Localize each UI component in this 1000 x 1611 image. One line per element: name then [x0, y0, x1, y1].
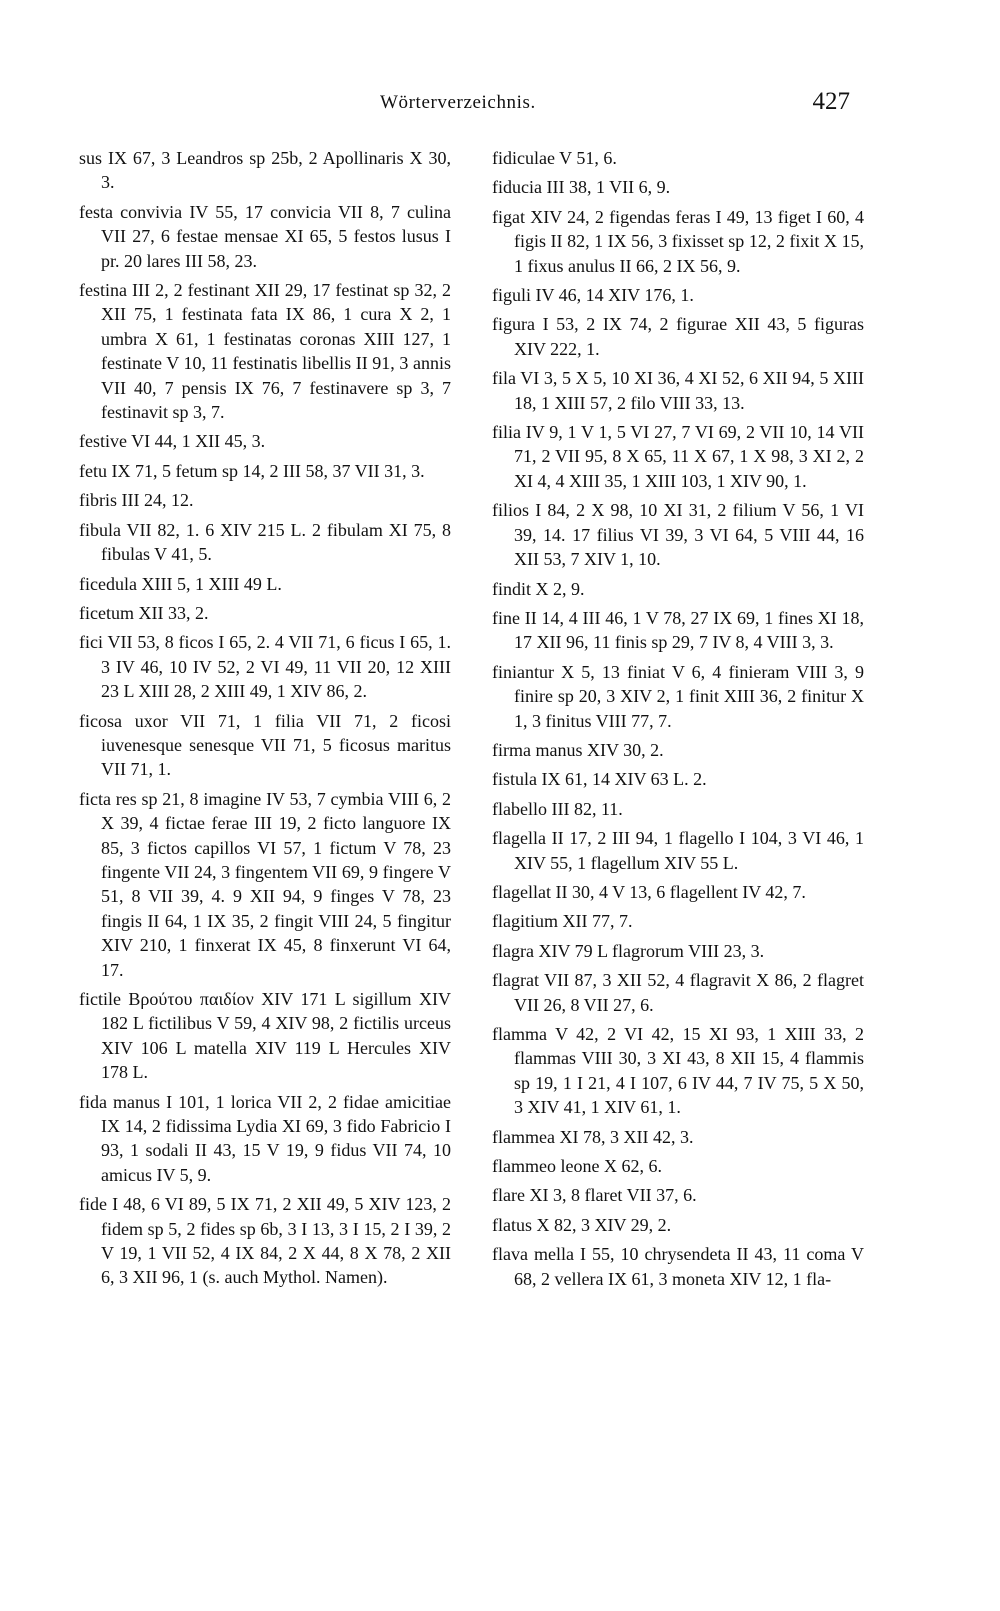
running-title: Wörterverzeichnis.	[380, 92, 536, 113]
index-entry: filios I 84, 2 X 98, 10 XI 31, 2 filium V 56, 1 VI 39, 14. 17 filius VI 39, 3 VI 64, 5 VIII 44, 16 XII 53, 7 XIV 1, 10.	[492, 500, 864, 570]
index-entry: fila VI 3, 5 X 5, 10 XI 36, 4 XI 52, 6 XII 94, 5 XIII 18, 1 XIII 57, 2 filo VIII 33, 13.	[492, 368, 864, 413]
index-entry: ficosa uxor VII 71, 1 filia VII 71, 2 ficosi iuvenesque senesque VII 71, 5 ficosus maritus VII 71, 1.	[79, 710, 451, 780]
page-number: 427	[812, 88, 850, 115]
index-entry: fine II 14, 4 III 46, 1 V 78, 27 IX 69, 1 fines XI 18, 17 XII 96, 11 finis sp 29, 7 IV 8, 4 VIII 3, 3.	[492, 607, 864, 653]
index-entry: ficedula XIII 5, 1 XIII 49 L.	[79, 573, 282, 594]
index-entry: fistula IX 61, 14 XIV 63 L. 2.	[492, 769, 707, 790]
index-entry: fictile Βρούτου παιδίον XIV 171 L sigillum XIV 182 L fictilibus V 59, 4 XIV 98, 2 fictilis urceus XIV 106 L matella XIV 119 L Hercules XIV 178 L.	[79, 989, 451, 1083]
index-entry: fida manus I 101, 1 lorica VII 2, 2 fidae amicitiae IX 14, 2 fidissima Lydia XI 69, 3 fido Fabricio I 93, 1 sodali II 43, 15 V 19, 9 fidus VII 74, 10 amicus IV 5, 9.	[79, 1091, 451, 1185]
index-entry: figuli IV 46, 14 XIV 176, 1.	[492, 285, 694, 306]
index-entry: flare XI 3, 8 flaret VII 37, 6.	[492, 1185, 697, 1206]
index-entry: festina III 2, 2 festinant XII 29, 17 festinat sp 32, 2 XII 75, 1 festinata fata IX 86, 1 cura X 2, 1 umbra X 61, 1 festinatas coronas XIII 127, 1 festinate V 10, 11 festinatis libellis II 91, 3 annis VII 40, 7 pensis IX 76, 7 festinavere sp 3, 7 festinavit sp 3, 7.	[79, 280, 451, 423]
index-entry: sus IX 67, 3 Leandros sp 25b, 2 Apollinaris X 30, 3.	[79, 148, 451, 193]
index-entry: fetu IX 71, 5 fetum sp 14, 2 III 58, 37 VII 31, 3.	[79, 460, 425, 481]
index-entry: flagitium XII 77, 7.	[492, 911, 633, 932]
index-entry: findit X 2, 9.	[492, 578, 585, 599]
index-entry: fidiculae V 51, 6.	[492, 148, 617, 168]
index-entry: ficetum XII 33, 2.	[79, 602, 209, 623]
index-entry: ficta res sp 21, 8 imagine IV 53, 7 cymbia VIII 6, 2 X 39, 4 fictae ferae III 19, 2 ficto languore IX 85, 3 fictos capillos VI 57, 1 fictum V 78, 23 fingente VII 24, 3 fingentem VII 69, 9 fingere V 51, 8 VII 39, 4. 9 XII 94, 9 finges V 78, 23 fingis II 64, 1 IX 35, 2 fingit VIII 24, 5 fingitur XIV 210, 1 finxerat IX 45, 8 finxerunt VI 64, 17.	[79, 788, 451, 980]
index-entry: flagella II 17, 2 III 94, 1 flagello I 104, 3 VI 46, 1 XIV 55, 1 flagellum XIV 55 L.	[492, 828, 864, 873]
index-entry: festive VI 44, 1 XII 45, 3.	[79, 431, 266, 452]
index-entry: fici VII 53, 8 ficos I 65, 2. 4 VII 71, 6 ficus I 65, 1. 3 IV 46, 10 IV 52, 2 VI 49, 11 VII 20, 12 XIII 23 L XIII 28, 2 XIII 49, 1 XIV 86, 2.	[79, 632, 451, 702]
index-entry: flamma V 42, 2 VI 42, 15 XI 93, 1 XIII 33, 2 flammas VIII 30, 3 XI 43, 8 XII 15, 4 flammis sp 19, 1 I 21, 4 I 107, 6 IV 44, 7 IV 75, 5 X 50, 3 XIV 41, 1 XIV 61, 1.	[492, 1024, 864, 1118]
page-header	[80, 84, 850, 124]
index-entry: figura I 53, 2 IX 74, 2 figurae XII 43, 5 figuras XIV 222, 1.	[492, 314, 864, 359]
index-entry: flagrat VII 87, 3 XII 52, 4 flagravit X 86, 2 flagret VII 26, 8 VII 27, 6.	[492, 970, 864, 1015]
right-column	[492, 146, 864, 1296]
index-entry: fibris III 24, 12.	[79, 490, 194, 511]
index-entry: flammea XI 78, 3 XII 42, 3.	[492, 1126, 694, 1147]
index-entry: flagellat II 30, 4 V 13, 6 flagellent IV 42, 7.	[492, 881, 806, 902]
index-entry: flagra XIV 79 L flagrorum VIII 23, 3.	[492, 940, 765, 961]
index-entry: flatus X 82, 3 XIV 29, 2.	[492, 1214, 672, 1235]
index-entry: filia IV 9, 1 V 1, 5 VI 27, 7 VI 69, 2 VII 10, 14 VII 71, 2 VII 95, 8 X 65, 11 X 67, 1 X 98, 3 XI 2, 2 XI 4, 4 XIII 35, 1 XIII 103, 1 XIV 90, 1.	[492, 422, 864, 491]
index-entry: festa convivia IV 55, 17 convicia VII 8, 7 culina VII 27, 6 festae mensae XI 65, 5 festos lusus I pr. 20 lares III 58, 23.	[79, 201, 451, 271]
index-entry: figat XIV 24, 2 figendas feras I 49, 13 figet I 60, 4 figis II 82, 1 IX 56, 3 fixisset sp 12, 2 fixit X 15, 1 fixus anulus II 66, 2 IX 56, 9.	[492, 206, 864, 276]
index-entry: fibula VII 82, 1. 6 XIV 215 L. 2 fibulam XI 75, 8 fibulas V 41, 5.	[79, 519, 451, 565]
index-entry: fide I 48, 6 VI 89, 5 IX 71, 2 XII 49, 5 XIV 123, 2 fidem sp 5, 2 fides sp 6b, 3 I 13, 3 I 15, 2 I 39, 2 V 19, 1 VII 52, 4 IX 84, 2 X 44, 8 X 78, 2 XII 6, 3 XII 96, 1 (s. auch Mythol. Namen).	[79, 1194, 451, 1288]
index-entry: firma manus XIV 30, 2.	[492, 739, 664, 760]
index-entry: flammeo leone X 62, 6.	[492, 1156, 662, 1177]
index-entry: finiantur X 5, 13 finiat V 6, 4 finieram VIII 3, 9 finire sp 20, 3 XIV 2, 1 finit XIII 36, 2 finitur X 1, 3 finitus VIII 77, 7.	[492, 661, 864, 731]
index-entry: fiducia III 38, 1 VII 6, 9.	[492, 177, 671, 198]
index-entry: flabello III 82, 11.	[492, 798, 623, 819]
index-entry: flava mella I 55, 10 chrysendeta II 43, 11 coma V 68, 2 vellera IX 61, 3 moneta XIV 12, 1 fla-	[492, 1244, 864, 1289]
left-column	[79, 146, 451, 1295]
